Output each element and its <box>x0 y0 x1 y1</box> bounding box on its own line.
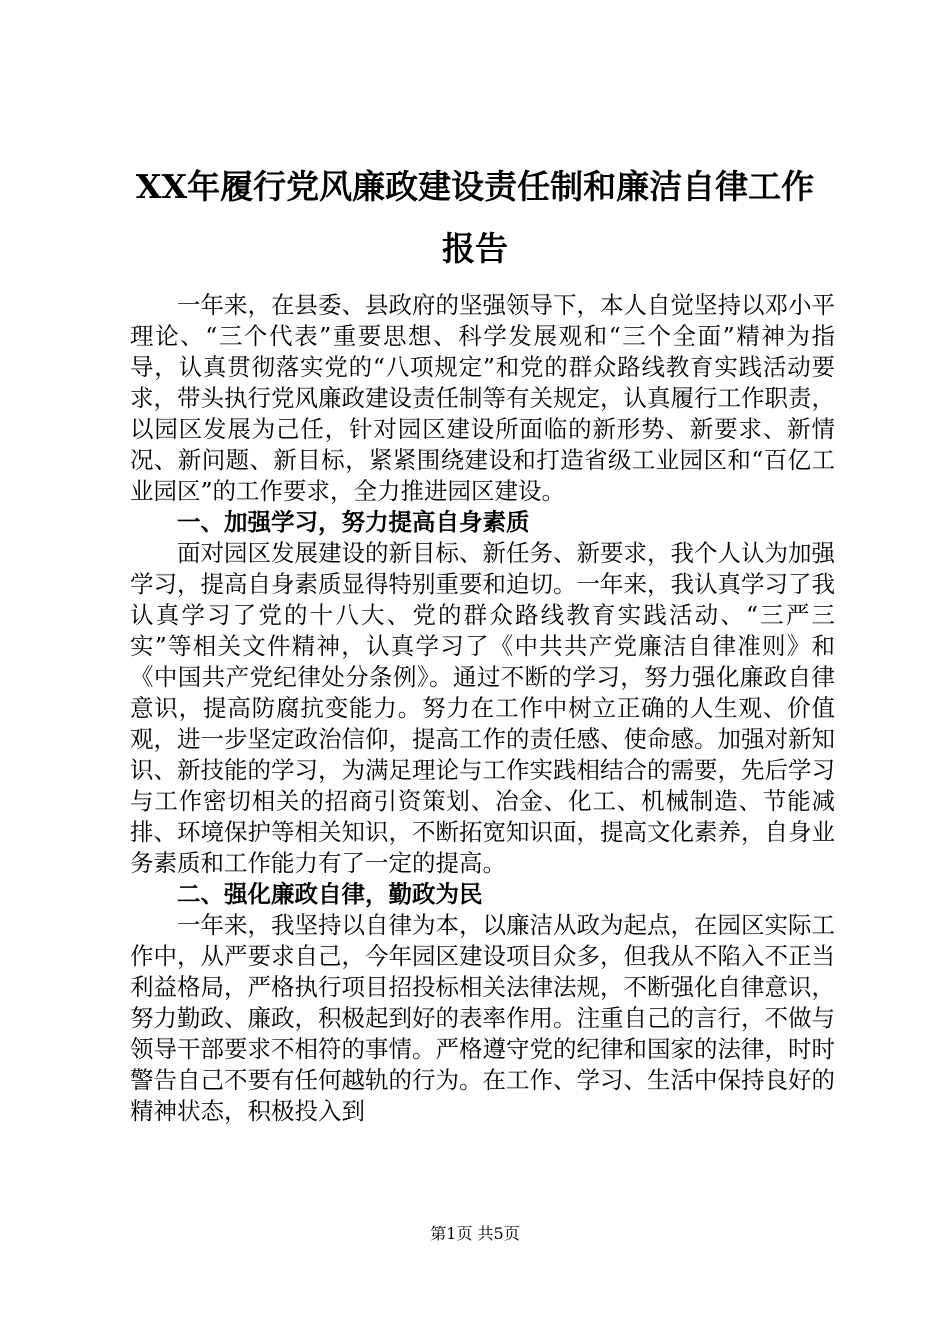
page-footer: 第1页 共5页 <box>430 1224 520 1243</box>
section-heading-2: 二、强化廉政自律，勤政为民 <box>177 880 483 908</box>
paragraph-section-2: 一年来，我坚持以自律为本，以廉洁从政为起点，在园区实际工作中，从严要求自己，今年园区建设项目众多，但我从不陷入不正当利益格局，严格执行项目招投标相关法律法规，不断强化自律意识，努力勤政、廉政，积极起到好的表率作用。注重自己的言行，不做与领导干部要求不相符的事情。严格遵守党的纪律和国家的法律，时时警告自己不要有任何越轨的行为。在工作、学习、生活中保持良好的精神状态，积极投入到 <box>130 911 835 1125</box>
document-title: XX年履行党风廉政建设责任制和廉洁自律工作报告 <box>135 167 815 268</box>
section-heading-1: 一、加强学习，努力提高自身素质 <box>177 508 530 536</box>
document-body <box>130 290 835 1127</box>
paragraph-intro: 一年来，在县委、县政府的坚强领导下，本人自觉坚持以邓小平理论、“三个代表”重要思想、科学发展观和“三个全面”精神为指导，认真贯彻落实党的“八项规定”和党的群众路线教育实践活动要求，带头执行党风廉政建设责任制等有关规定，认真履行工作职责，以园区发展为己任，针对园区建设所面临的新形势、新要求、新情况、新问题、新目标，紧紧围绕建设和打造省级工业园区和“百亿工业园区”的工作要求，全力推进园区建设。 <box>130 291 835 505</box>
paragraph-section-1: 面对园区发展建设的新目标、新任务、新要求，我个人认为加强学习，提高自身素质显得特别重要和迫切。一年来，我认真学习了我认真学习了党的十八大、党的群众路线教育实践活动、“三严三实”等相关文件精神，认真学习了《中共共产党廉洁自律准则》和《中国共产党纪律处分条例》。通过不断的学习，努力强化廉政自律意识，提高防腐抗变能力。努力在工作中树立正确的人生观、价值观，进一步坚定政治信仰，提高工作的责任感、使命感。加强对新知识、新技能的学习，为满足理论与工作实践相结合的需要，先后学习与工作密切相关的招商引资策划、冶金、化工、机械制造、节能减排、环境保护等相关知识，不断拓宽知识面，提高文化素养，自身业务素质和工作能力有了一定的提高。 <box>130 539 835 877</box>
